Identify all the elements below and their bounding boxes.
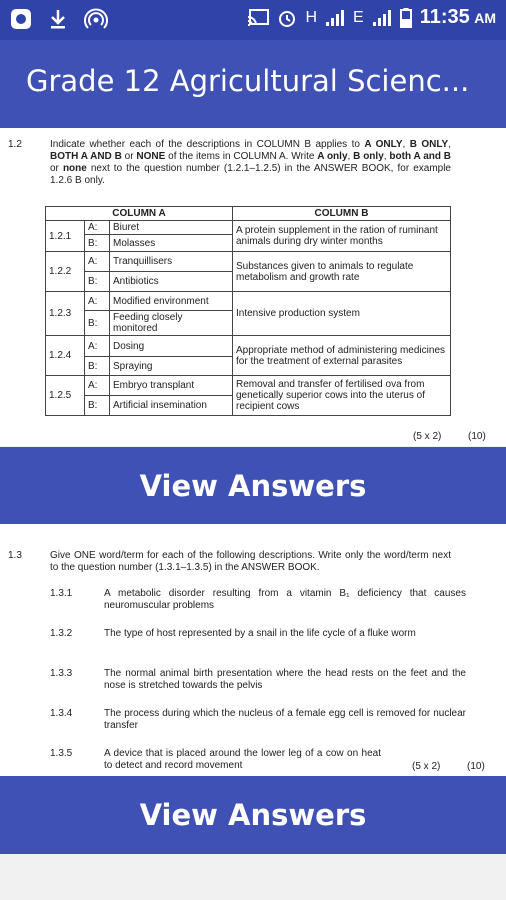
option-a: Modified environment — [110, 292, 233, 311]
item-text: The type of host represented by a snail in the life cycle of a fluke worm — [104, 628, 416, 639]
instruction-emphasis: B only — [353, 151, 384, 162]
question-instruction: Give ONE word/term for each of the following descriptions. Write only the word/term next to the question number (1.3.1–1.3.5) in the ANSWER BOOK. — [50, 550, 451, 573]
option-b: Feeding closely monitored — [110, 311, 233, 336]
option-label-b: B: — [85, 235, 110, 252]
column-b-description: Intensive production system — [233, 292, 451, 336]
cast-icon — [247, 9, 269, 27]
page-title: Grade 12 Agricultural Scienc... — [26, 64, 470, 98]
option-label-b: B: — [85, 272, 110, 292]
table-row — [46, 221, 451, 235]
column-b-description: Substances given to animals to regulate metabolism and growth rate — [233, 252, 451, 292]
option-label-b: B: — [85, 311, 110, 336]
option-label-a: A: — [85, 292, 110, 311]
app-notification-icon — [10, 8, 32, 30]
item-number: 1.3.2 — [50, 628, 73, 639]
option-label-b: B: — [85, 396, 110, 416]
signal-strength-2-icon — [372, 9, 392, 27]
instruction-emphasis: none — [62, 163, 87, 174]
row-number: 1.2.3 — [46, 292, 85, 336]
instruction-emphasis: BOTH A AND B — [50, 151, 122, 162]
option-b: Antibiotics — [110, 272, 233, 292]
marks-total: (10) — [468, 431, 486, 442]
option-a: Tranquillisers — [110, 252, 233, 272]
signal-strength-icon — [325, 9, 345, 27]
item-text: A device that is placed around the lower leg of a cow on heat to detect and record movement — [104, 748, 381, 771]
item-number: 1.3.3 — [50, 668, 73, 679]
column-b-description: A protein supplement in the ration of ruminant animals during dry winter months — [233, 221, 451, 252]
instruction-text: of the items in COLUMN A. Write — [165, 151, 318, 162]
option-label-a: A: — [85, 252, 110, 272]
app-bar — [0, 40, 506, 128]
view-answers-button[interactable]: View Answers — [0, 447, 506, 525]
column-b-description: Removal and transfer of fertilised ova from genetically superior cows into the uterus of recipient cows — [233, 376, 451, 416]
option-label-a: A: — [85, 221, 110, 235]
instruction-emphasis: A ONLY — [364, 139, 403, 150]
row-number: 1.2.5 — [46, 376, 85, 416]
status-bar — [0, 0, 506, 40]
instruction-text: , — [448, 139, 451, 150]
question-1-2-page — [0, 128, 506, 446]
alarm-icon — [277, 8, 297, 28]
instruction-text: next to the question number (1.2.1–1.2.5) in the ANSWER BOOK, for example 1.2.6 B only. — [50, 163, 451, 186]
table-row — [46, 292, 451, 311]
option-a: Dosing — [110, 336, 233, 357]
option-label-a: A: — [85, 376, 110, 396]
item-text: The normal animal birth presentation where the head rests on the feet and the nose is stretched towards the pelvis — [104, 668, 466, 691]
column-b-header: COLUMN B — [233, 207, 451, 221]
matching-table — [45, 206, 451, 416]
option-a: Embryo transplant — [110, 376, 233, 396]
question-number: 1.2 — [8, 139, 22, 150]
instruction-text: , — [402, 139, 410, 150]
option-a: Biuret — [110, 221, 233, 235]
item-number: 1.3.4 — [50, 708, 73, 719]
table-row — [46, 336, 451, 357]
clock: 11:35 AM — [419, 6, 496, 28]
network-type-e: E — [353, 8, 364, 26]
item-number: 1.3.5 — [50, 748, 73, 759]
option-b: Artificial insemination — [110, 396, 233, 416]
option-b: Molasses — [110, 235, 233, 252]
question-number: 1.3 — [8, 550, 22, 561]
instruction-text: or — [50, 163, 63, 174]
battery-icon — [400, 8, 412, 28]
marks-total: (10) — [467, 761, 485, 772]
marks-calculation: (5 x 2) — [412, 761, 441, 772]
table-row — [46, 376, 451, 396]
instruction-text: Indicate whether each of the descriptions in COLUMN B applies to — [50, 139, 365, 150]
column-a-header: COLUMN A — [46, 207, 233, 221]
instruction-emphasis: A only — [317, 151, 348, 162]
question-instruction — [50, 139, 451, 187]
item-text: A metabolic disorder resulting from a vitamin B₁ deficiency that causes neuromuscular problems — [104, 588, 466, 611]
question-1-3-page — [0, 524, 506, 776]
network-type-h: H — [305, 8, 318, 26]
item-text: The process during which the nucleus of a female egg cell is removed for nuclear transfer — [104, 708, 466, 731]
instruction-text: or — [121, 151, 137, 162]
item-number: 1.3.1 — [50, 588, 73, 599]
row-number: 1.2.4 — [46, 336, 85, 376]
marks-calculation: (5 x 2) — [413, 431, 442, 442]
instruction-text: , — [347, 151, 354, 162]
option-label-b: B: — [85, 357, 110, 376]
instruction-text: , — [383, 151, 390, 162]
download-icon — [48, 8, 68, 30]
view-answers-button-2[interactable]: View Answers — [0, 776, 506, 854]
row-number: 1.2.2 — [46, 252, 85, 292]
table-row — [46, 252, 451, 272]
option-label-a: A: — [85, 336, 110, 357]
instruction-emphasis: B ONLY — [409, 139, 449, 150]
column-b-description: Appropriate method of administering medicines for the treatment of external parasites — [233, 336, 451, 376]
option-b: Spraying — [110, 357, 233, 376]
instruction-emphasis: NONE — [136, 151, 166, 162]
row-number: 1.2.1 — [46, 221, 85, 252]
instruction-emphasis: both A and B — [389, 151, 452, 162]
hotspot-icon — [84, 8, 108, 30]
